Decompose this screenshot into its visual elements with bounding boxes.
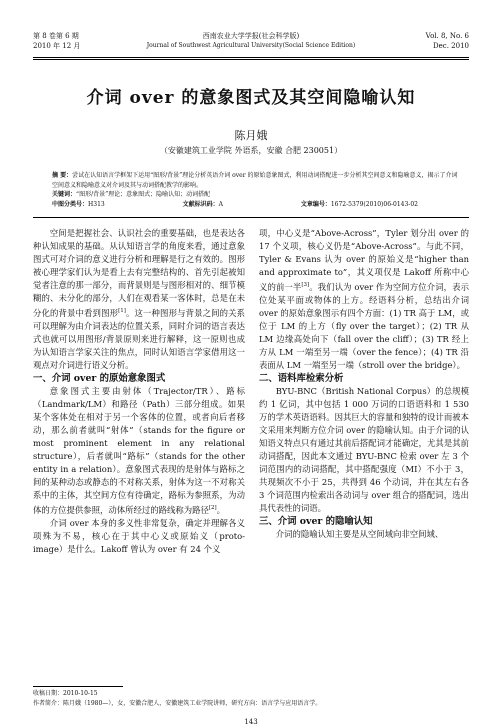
paragraph: 空间是把握社会、认识社会的重要基础，也是表达各种认知成果的基础。从认知语言学的角度来看，通过意象图式可对介词的意义进行分析和理解是行之有效的。图形被心理学家们认为是看上去有完整结构的、首先引起被知觉者注意的那一部分，而背景则是与图形相对的、细节模糊的、未分化的部分，人们在观看某一客体时，总是在未分化的背景中看到图形[1]。这一种图形与背景之间的关系可以理解为由介词表达的位置关系，同时介词的语言表达式也就可以用图形/背景原则来进行解释，这一原则也成为认知语言学家关注的焦点，同时认知语言学家借用这一观点对介词进行语义分析。: [33, 228, 246, 370]
paragraph: 介词 over 本身的多义性非常复杂，确定并理解各义项殊为不易，核心在于其中心义或原始义（proto-image）是什么。Lakoff 曾认为 over 有 24 个义: [33, 517, 245, 554]
article-number: 文章编号：1672-5379(2010)06-0143-02: [300, 200, 418, 208]
right-column: [259, 227, 469, 541]
header-center: [33, 31, 469, 51]
paragraph: 介词的隐喻认知主要是从空间域向非空间域、: [275, 528, 444, 539]
left-column: [33, 227, 245, 556]
keywords-label: 关键词：: [52, 191, 77, 198]
page-number: 143: [244, 718, 258, 726]
volume-issue-en: Vol. 8, No. 6: [425, 32, 469, 40]
citation-ref: [1]: [118, 308, 126, 314]
section-heading: 三、介词 over 的隐喻认知: [259, 515, 373, 527]
keywords: [52, 190, 462, 200]
paragraph: 意象图式主要由射体（Trajector/TR）、路标（Landmark/LM）和路径（Path）三部分组成。如果某个客体处在相对于另一个客体的位置，或者向后者移动，那么前者就叫“射体”（stands for the figure or most prominent element in any relational structure），后者就叫“路标”（stands for the other entity in a relation）。意象图式表现的是射体与路标之间的某种动态或静态的不对称关系，射体为这一不对称关系中的主体，其空间方位有待确定，路标为参照系，为动体的方位提供参照，动体所经过的路线称为路径[2]。: [33, 385, 245, 515]
issue-date: 2010 年 12 月: [33, 42, 81, 50]
paragraph: 项，中心义是“Above-Across”，Tyler 划分出 over 的 17 个义项，核心义仍是“Above-Across”。与此不同，Tyler & Evans 认为 over 的原始义是“higher than and approximate to”，其义项仅是 Lakoff 所称中心义的前一半[3]。我们认为 over 作为空间方位介词，表示位处某平面或物体的上方。经语料分析，总结出介词 over 的原始意象图示有四个方面：(1) TR 高于 LM，或位于 LM 的上方（fly over the target）；(2) TR 从 LM 边缘高处向下（fall over the cliff）；(3) TR 经上方从 LM 一端至另一端（over the fence）；(4) TR 沿表面从 LM 一端至另一端（stroll over the bridge）。: [259, 228, 470, 370]
abstract: [52, 171, 462, 190]
abstract-divider: [33, 217, 469, 218]
footnote: [33, 686, 469, 709]
received-date: 收稿日期：2010-10-15: [33, 690, 98, 697]
running-header: [33, 31, 469, 58]
journal-name-cn: 西南农业大学学报(社会科学版): [202, 32, 300, 40]
author-bio: 作者简介：陈月娥（1980—），女，安徽合肥人，安徽建筑工业学院讲师，研究方向：语言学与应用语言学。: [33, 700, 322, 707]
clc-number: 中图分类号：H313: [52, 200, 105, 208]
paragraph: BYU-BNC（British National Corpus）的总规模约 1 亿词，其中包括 1 000 万词的口语语料和 1 530 万的学术英语语料。因其巨大的容量和独特的设计而被本文采用来判断方位介词 over 的隐喻认知。由于介词的认知语义特点只有通过其前后搭配词才能确定，尤其是其前动词搭配，因此本文通过 BYU-BNC 检索 over 左 3 个词范围内的动词搭配，其中搭配强度（MI）不小于 3，共现频次不小于 25，共得到 46 个动词，并在其左右各 3 个词范围内检索出各动词与 over 组合的搭配词，选出具代表性的词语。: [259, 385, 469, 513]
section-heading: 二、语料库检索分析: [259, 372, 344, 384]
citation-ref: [2]: [208, 504, 217, 511]
header-right: [426, 31, 469, 51]
author-name: 陈月娥: [234, 129, 268, 142]
author-affiliation: （安徽建筑工业学院 外语系，安徽 合肥 230051）: [159, 146, 343, 155]
classification-row: [52, 200, 462, 210]
citation-ref: [3]: [301, 282, 310, 288]
section-heading: 一、介词 over 的原始意象图式: [33, 372, 166, 384]
document-code: 文献标识码：A: [182, 200, 223, 208]
keywords-text: “图形/背景”理论；意象图式；隐喻认知；动词搭配: [76, 191, 211, 198]
abstract-text: 尝试在认知语言学框架下运用“图形/背景”理论分析英语介词 over 的原始意象图式，利用动词搭配进一步分析其空间意义和隐喻意义，揭示了介词空间意义和隐喻意义对介词及其与动词搭配教学的影响。: [52, 172, 458, 189]
issue-date-en: Dec. 2010: [433, 42, 469, 50]
volume-issue: 第 8 卷第 6 期: [33, 32, 79, 40]
paper-title: 介词 over 的意象图式及其空间隐喻认知: [86, 88, 416, 108]
journal-name-en: Journal of Southwest Agricultural University(Social Science Edition): [146, 42, 356, 49]
abstract-block: [52, 171, 462, 209]
abstract-label: 摘 要：: [52, 172, 73, 179]
footnote-rule: [33, 686, 123, 687]
